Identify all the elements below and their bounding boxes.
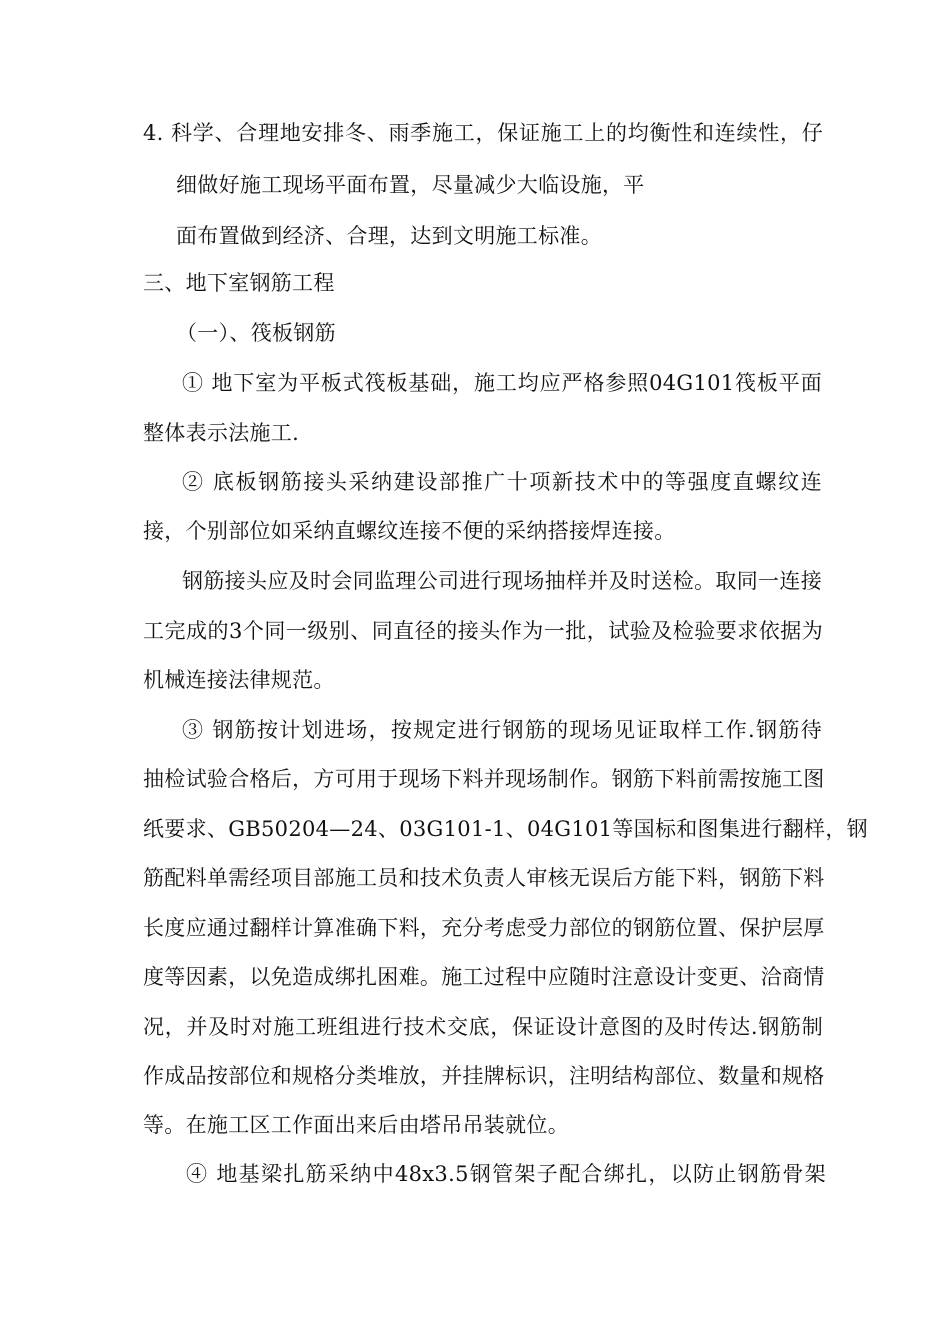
item-2-line-1: ② 底板钢筋接头采纳建设部推广十项新技术中的等强度直螺纹连: [182, 470, 822, 494]
item-1-line-1: ① 地下室为平板式筏板基础，施工均应严格参照04G101筏板平面: [182, 371, 822, 395]
paragraph-4-line-2: 细做好施工现场平面布置，尽量减少大临设施，平: [176, 173, 645, 197]
item-3-line-6: 度等因素，以免造成绑扎困难。施工过程中应随时注意设计变更、洽商情: [143, 965, 825, 989]
joint-inspection-line-3: 机械连接法律规范。: [143, 668, 335, 692]
item-1-line-2: 整体表示法施工.: [143, 421, 300, 445]
item-3-line-5: 长度应通过翻样计算准确下料，充分考虑受力部位的钢筋位置、保护层厚: [143, 916, 825, 940]
item-3-line-2: 抽检试验合格后，方可用于现场下料并现场制作。钢筋下料前需按施工图: [143, 767, 825, 791]
item-4-line-1: ④ 地基梁扎筋采纳中48x3.5钢管架子配合绑扎，以防止钢筋骨架: [186, 1162, 826, 1186]
joint-inspection-line-2: 工完成的3个同一级别、同直径的接头作为一批，试验及检验要求依据为: [143, 619, 823, 643]
subsection-heading-raft-rebar: （一）、筏板钢筋: [176, 321, 336, 345]
item-3-line-8: 作成品按部位和规格分类堆放，并挂牌标识，注明结构部位、数量和规格: [143, 1064, 825, 1088]
paragraph-4-line-1: 4. 科学、合理地安排冬、雨季施工，保证施工上的均衡性和连续性，仔: [143, 121, 823, 145]
item-3-line-3: 纸要求、GB50204—24、03G101-1、04G101等国标和图集进行翻样，钢: [143, 817, 868, 841]
joint-inspection-line-1: 钢筋接头应及时会同监理公司进行现场抽样并及时送检。取同一连接: [182, 569, 822, 593]
section-heading-basement-rebar: 三、地下室钢筋工程: [143, 271, 335, 295]
item-3-line-9: 等。在施工区工作面出来后由塔吊吊装就位。: [143, 1113, 569, 1137]
item-3-line-7: 况，并及时对施工班组进行技术交底，保证设计意图的及时传达.钢筋制: [143, 1015, 823, 1039]
item-3-line-4: 筋配料单需经项目部施工员和技术负责人审核无误后方能下料，钢筋下料: [143, 866, 825, 890]
item-3-line-1: ③ 钢筋按计划进场，按规定进行钢筋的现场见证取样工作.钢筋待: [182, 718, 822, 742]
paragraph-4-line-3: 面布置做到经济、合理，达到文明施工标准。: [176, 224, 602, 248]
item-2-line-2: 接，个别部位如采纳直螺纹连接不便的采纳搭接焊连接。: [143, 519, 676, 543]
